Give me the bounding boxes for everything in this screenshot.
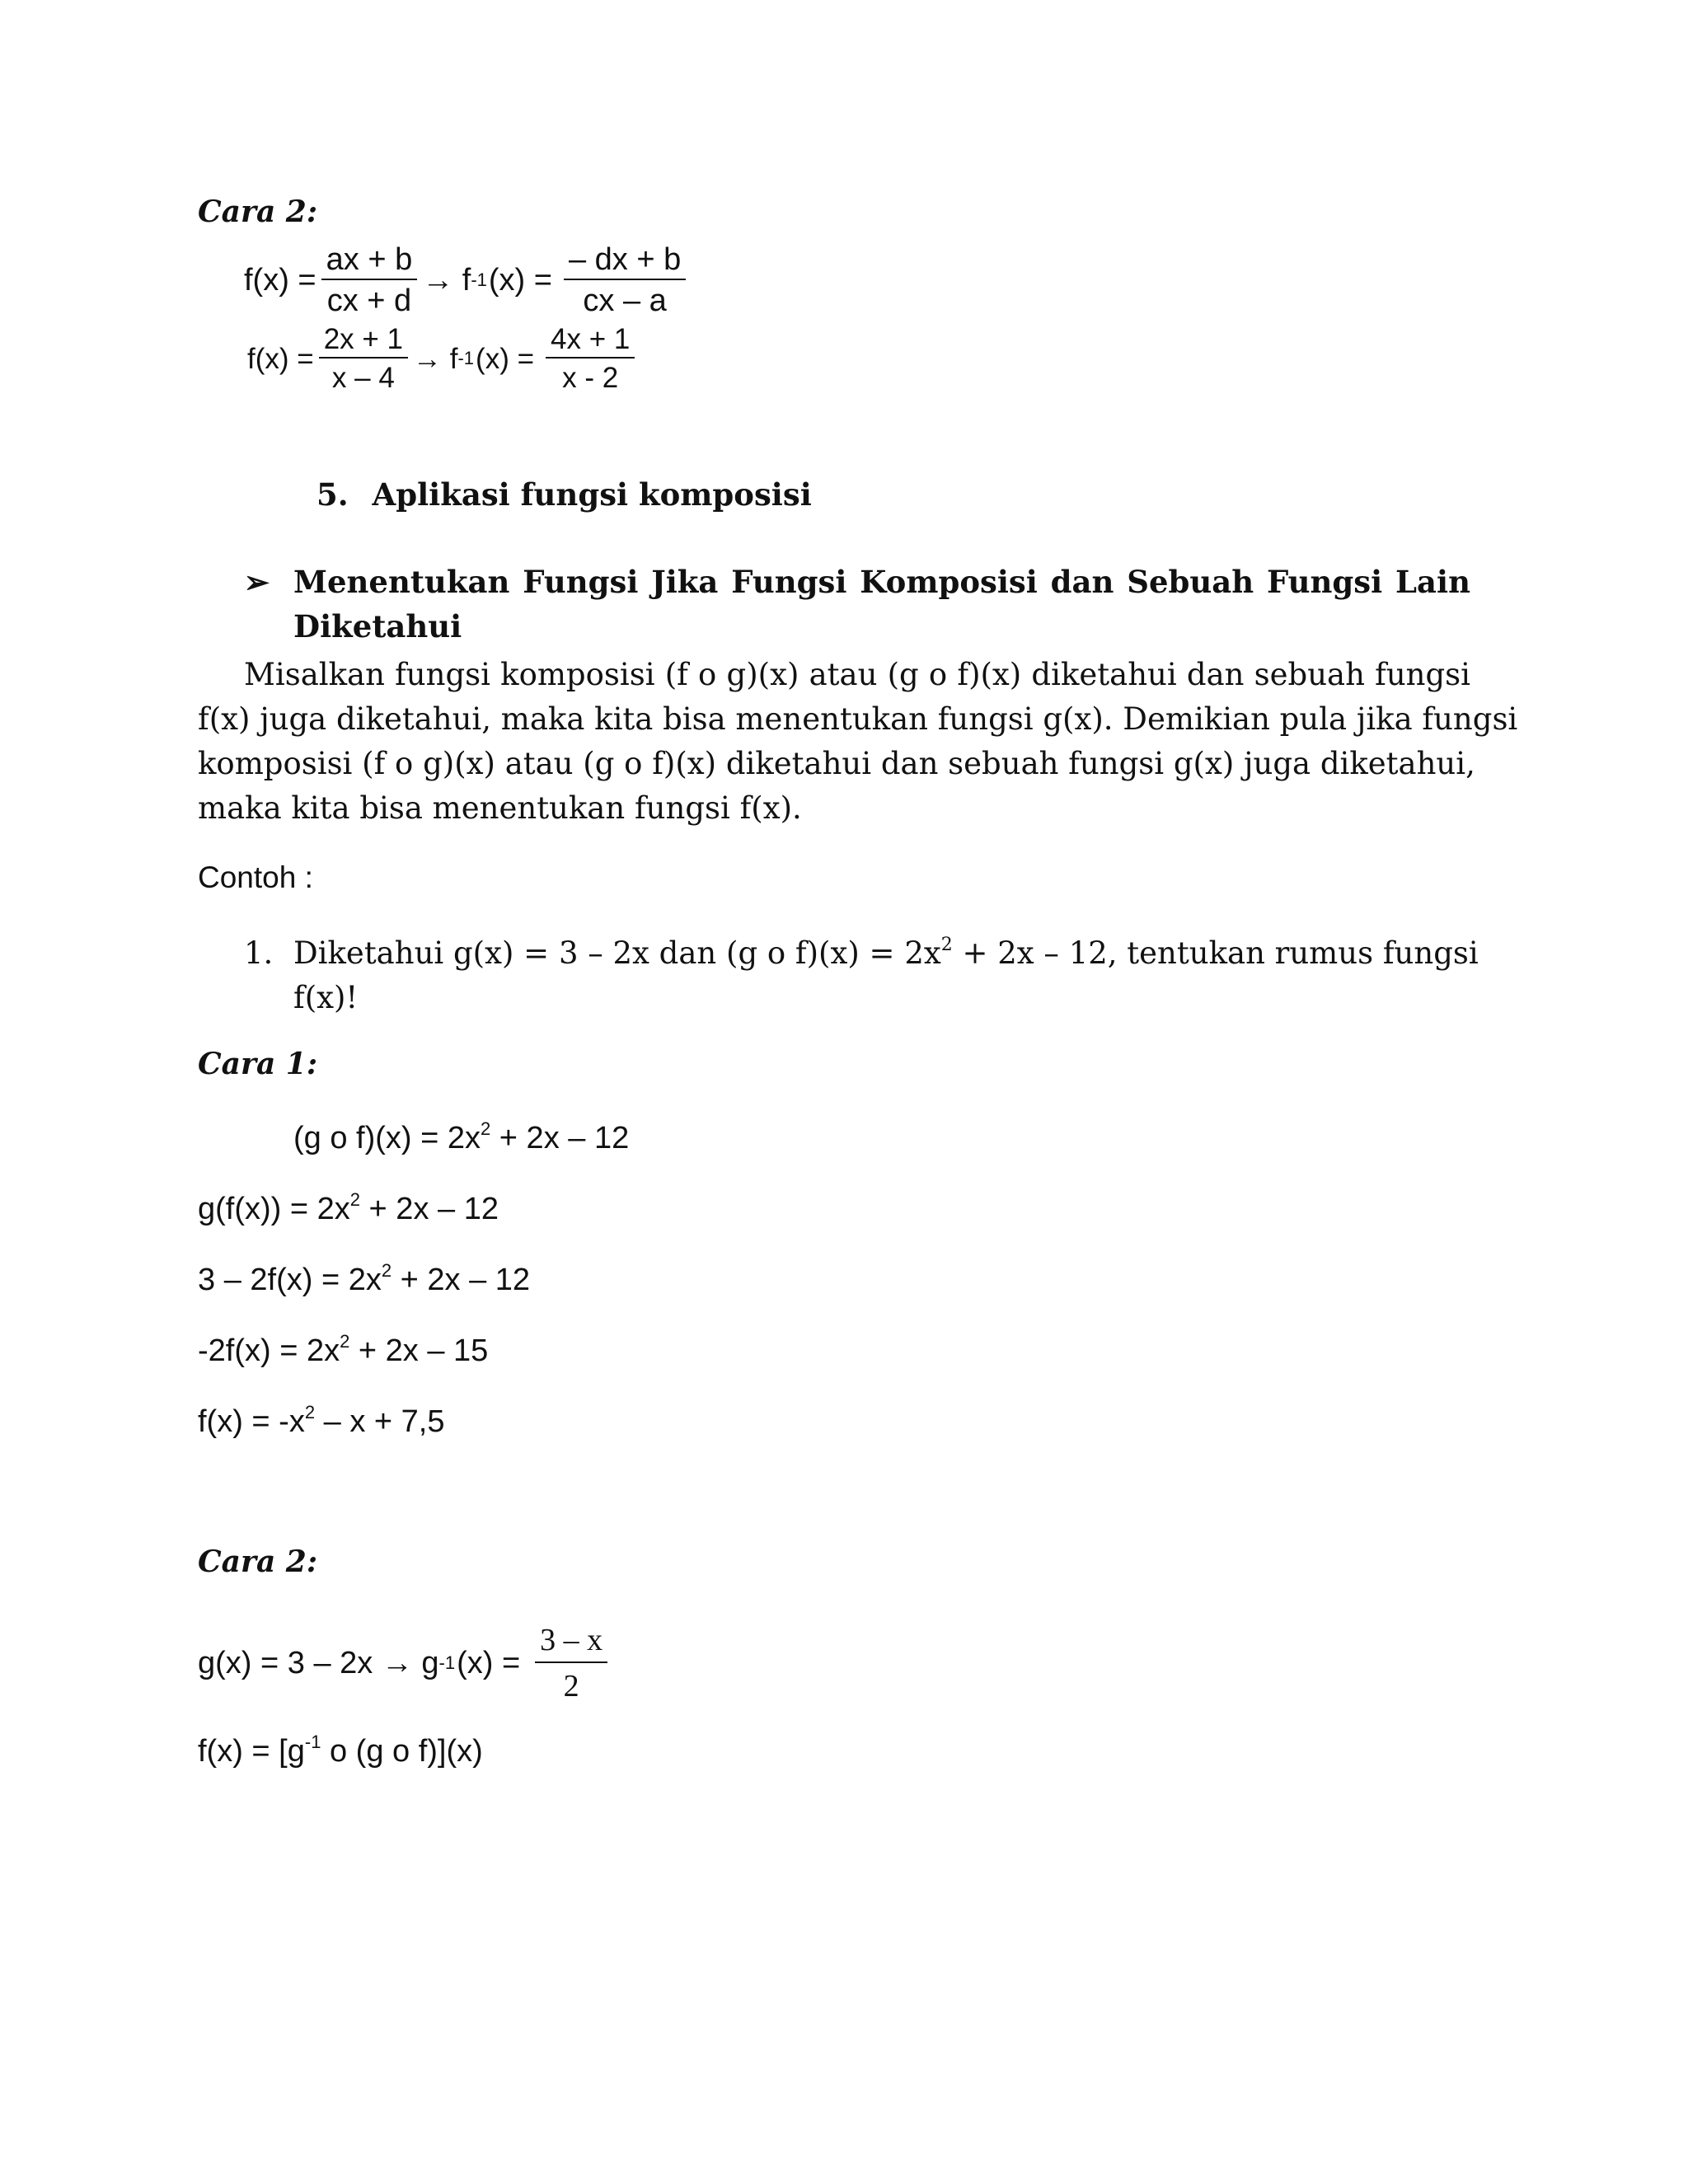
cara1-step-4 — [198, 1333, 488, 1369]
cara-2-label-top: Cara 2: — [198, 194, 318, 229]
fraction-denominator: cx + d — [326, 284, 412, 318]
inverse-eq: (x) = — [476, 342, 535, 375]
paragraph-line-3: komposisi (f o g)(x) atau (g o f)(x) diketahui dan sebuah fungsi g(x) juga diketahui, — [198, 746, 1475, 781]
formula-lhs: f(x) = — [247, 342, 314, 375]
example-text-a: Diketahui g(x) = 3 – 2x dan (g o f)(x) = 2x — [293, 935, 941, 971]
step-post: + 2x – 12 — [360, 1192, 499, 1226]
g-inverse-text-a: g(x) = 3 – 2x → g — [198, 1645, 439, 1680]
example-number: 1. — [244, 935, 274, 971]
f-comp-text-b: o (g o f)](x) — [321, 1734, 483, 1769]
paragraph-line-4: maka kita bisa menentukan fungsi f(x). — [198, 790, 802, 826]
step-post: – x + 7,5 — [315, 1404, 445, 1439]
step-pre: 3 – 2f(x) = 2x — [198, 1263, 382, 1297]
arrow-f: → f — [413, 342, 458, 375]
g-inverse-fraction — [535, 1622, 607, 1704]
example-line-1-text — [293, 931, 1479, 976]
step-sup: 2 — [381, 1260, 392, 1281]
cara-1-label: Cara 1: — [198, 1047, 318, 1081]
fraction-general — [321, 244, 418, 316]
step-sup: 2 — [349, 1189, 360, 1210]
inverse-formula-general: f(x) = $\frac{ax + b}{cx + d}$ → f -1 (x) = $\frac{- dx + b}{cx - a}$ — [244, 244, 691, 316]
contoh-label: Contoh : — [198, 860, 313, 894]
step-pre: f(x) = -x — [198, 1404, 305, 1439]
paragraph-line-2: f(x) juga diketahui, maka kita bisa menentukan fungsi g(x). Demikian pula jika fungsi — [198, 701, 1518, 737]
fraction-denominator: 2 — [563, 1669, 579, 1704]
step-post: + 2x – 12 — [392, 1263, 531, 1297]
fraction-numerator: 4x + 1 — [546, 325, 635, 359]
fraction-denominator: x – 4 — [331, 362, 395, 394]
fraction-numerator: ax + b — [321, 244, 418, 280]
fraction-inverse-example — [546, 325, 635, 392]
cara1-step-2 — [198, 1189, 499, 1227]
step-pre: -2f(x) = 2x — [198, 1333, 340, 1368]
step-sup: 2 — [340, 1331, 350, 1352]
subheading-line-1: Menentukan Fungsi Jika Fungsi Komposisi dan Sebuah Fungsi Lain — [293, 564, 1470, 600]
section-title: Aplikasi fungsi komposisi — [372, 476, 812, 513]
fraction-numerator: 2x + 1 — [319, 325, 408, 359]
step-sup: 2 — [304, 1402, 316, 1422]
example-text-b: + 2x – 12, tentukan rumus fungsi — [952, 935, 1479, 971]
section-number: 5. — [316, 476, 349, 513]
step-post: + 2x – 15 — [349, 1333, 489, 1368]
bullet-icon: ➢ — [244, 564, 270, 600]
step-pre: g(f(x)) = 2x — [198, 1192, 350, 1226]
cara1-step-5 — [198, 1404, 444, 1440]
inverse-formula-example: f(x) = $\frac{2x + 1}{x - 4}$ → f -1 (x) = $\frac{4x + 1}{x - 2}$ — [247, 325, 640, 392]
example-line-2: f(x)! — [293, 980, 359, 1015]
formula-lhs: f(x) = — [244, 263, 316, 298]
paragraph-line-1: Misalkan fungsi komposisi (f o g)(x) atau (g o f)(x) diketahui dan sebuah fungsi — [244, 657, 1470, 692]
f-comp-sup: -1 — [304, 1732, 321, 1752]
example-sup: 2 — [940, 935, 953, 955]
fraction-denominator: x - 2 — [562, 362, 619, 394]
step-pre: (g o f)(x) = 2x — [293, 1121, 481, 1155]
subheading-line-2: Diketahui — [293, 608, 462, 644]
fraction-denominator: cx – a — [583, 284, 667, 318]
cara1-step-3 — [198, 1260, 531, 1298]
fraction-numerator: 3 – x — [535, 1622, 607, 1663]
section-heading — [316, 476, 812, 513]
g-inverse-text-b: (x) = — [457, 1645, 521, 1680]
step-post: + 2x – 12 — [490, 1121, 630, 1155]
fraction-numerator: – dx + b — [564, 244, 686, 280]
cara-2-label-bottom: Cara 2: — [198, 1544, 318, 1579]
example-line-1 — [293, 931, 1479, 976]
arrow-f: → f — [422, 263, 471, 298]
inverse-eq: (x) = — [488, 263, 552, 298]
step-sup: 2 — [481, 1118, 491, 1139]
fraction-example — [319, 325, 408, 392]
f-composition-formula — [198, 1734, 483, 1769]
cara1-step-1 — [293, 1118, 630, 1156]
g-inverse-formula: g(x) = 3 – 2x → g -1 (x) = $\frac{3 - x}{2}$ — [198, 1622, 612, 1704]
f-comp-text-a: f(x) = [g — [198, 1734, 305, 1769]
fraction-inverse-general — [564, 244, 686, 316]
